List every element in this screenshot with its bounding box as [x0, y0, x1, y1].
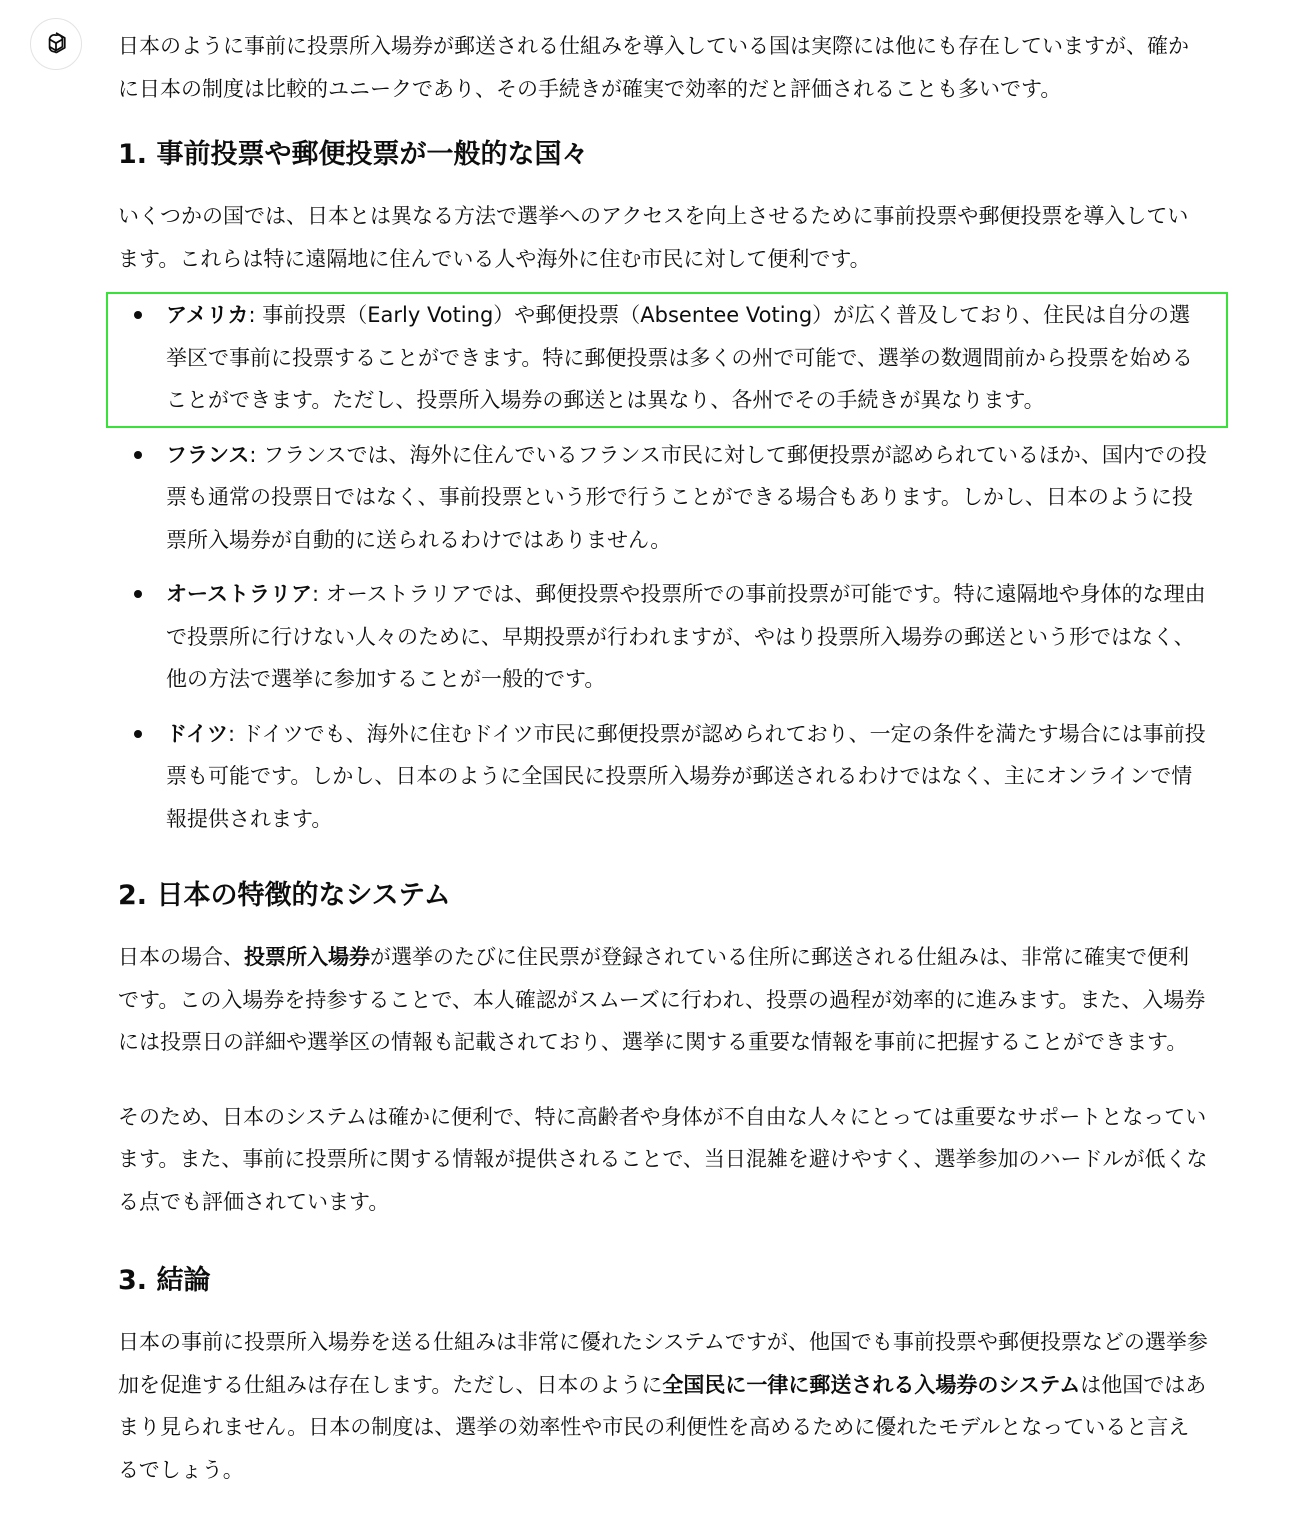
section3-paragraph: [118, 1321, 1208, 1491]
country-name: アメリカ: [166, 303, 249, 327]
country-name: フランス: [166, 442, 250, 467]
bullet-icon: [134, 451, 142, 459]
section-heading-3: 3. 結論: [118, 1265, 211, 1296]
assistant-avatar: [30, 18, 82, 70]
assistant-message: [118, 25, 1208, 1491]
section1-paragraph: いくつかの国では、日本とは異なる方法で選挙へのアクセスを向上させるために事前投票や郵便投票を導入しています。これらは特に遠隔地に住んでいる人や海外に住む市民に対して便利です。: [118, 204, 1189, 271]
openai-logo-icon: [42, 30, 70, 58]
country-name: オーストラリア: [166, 582, 312, 606]
text-span: が選挙のたびに住民票が登録されている住所に郵送される仕組みは、非常に確実で便利です。この入場券を持参することで、本人確認がスムーズに行われ、投票の過程が効率的に進みます。また、入場券には投票日の詳細や選挙区の情報も記載されており、選挙に関する重要な情報を事前に把握することができます。: [118, 945, 1206, 1054]
bullet-icon: [134, 311, 142, 319]
section2-paragraph-1: [118, 936, 1208, 1064]
country-description: : ドイツでも、海外に住むドイツ市民に郵便投票が認められており、一定の条件を満たす場合には事前投票も可能です。しかし、日本のように全国民に投票所入場券が郵送されるわけではなく、主にオンラインで情報提供されます。: [166, 721, 1206, 831]
bullet-icon: [134, 590, 142, 598]
country-list: [118, 294, 1208, 840]
text-span: は他国ではあまり見られません。日本の制度は、選挙の効率性や市民の利便性を高めるために優れたモデルとなっていると言えるでしょう。: [118, 1372, 1207, 1482]
bullet-icon: [134, 730, 142, 738]
country-description: : 事前投票（Early Voting）や郵便投票（Absentee Voting）が広く普及しており、住民は自分の選挙区で事前に投票することができます。特に郵便投票は多くの州で可能で、選挙の数週間前から投票を始めることができます。ただし、投票所入場券の郵送とは異なり、各州でその手続きが異なります。: [166, 303, 1193, 412]
list-item-germany: [118, 713, 1208, 841]
intro-paragraph: 日本のように事前に投票所入場券が郵送される仕組みを導入している国は実際には他にも存在していますが、確かに日本の制度は比較的ユニークであり、その手続きが確実で効率的だと評価されることも多いです。: [118, 34, 1189, 101]
section-heading-2: 2. 日本の特徴的なシステム: [118, 880, 451, 911]
text-span: 日本の事前に投票所入場券を送る仕組みは非常に優れたシステムですが、他国でも事前投票や郵便投票などの選挙参加を促進する仕組みは存在します。ただし、日本のように: [118, 1330, 1208, 1397]
bold-term: 投票所入場券: [244, 945, 370, 969]
country-description: : オーストラリアでは、郵便投票や投票所での事前投票が可能です。特に遠隔地や身体的な理由で投票所に行けない人々のために、早期投票が行われますが、やはり投票所入場券の郵送という形ではなく、他の方法で選挙に参加することが一般的です。: [166, 582, 1206, 691]
list-item-usa: [118, 294, 1208, 422]
section-heading-1: 1. 事前投票や郵便投票が一般的な国々: [118, 139, 589, 170]
country-name: ドイツ: [166, 721, 228, 746]
list-item-france: [118, 434, 1208, 562]
list-item-australia: [118, 573, 1208, 701]
section2-paragraph-2: そのため、日本のシステムは確かに便利で、特に高齢者や身体が不自由な人々にとっては重要なサポートとなっています。また、事前に投票所に関する情報が提供されることで、当日混雑を避けやすく、選挙参加のハードルが低くなる点でも評価されています。: [118, 1104, 1208, 1214]
bold-term: 全国民に一律に郵送される入場券のシステム: [662, 1372, 1081, 1397]
text-span: 日本の場合、: [118, 945, 244, 969]
country-description: : フランスでは、海外に住んでいるフランス市民に対して郵便投票が認められているほか、国内での投票も通常の投票日ではなく、事前投票という形で行うことができる場合もあります。しかし、日本のように投票所入場券が自動的に送られるわけではありません。: [166, 442, 1207, 552]
